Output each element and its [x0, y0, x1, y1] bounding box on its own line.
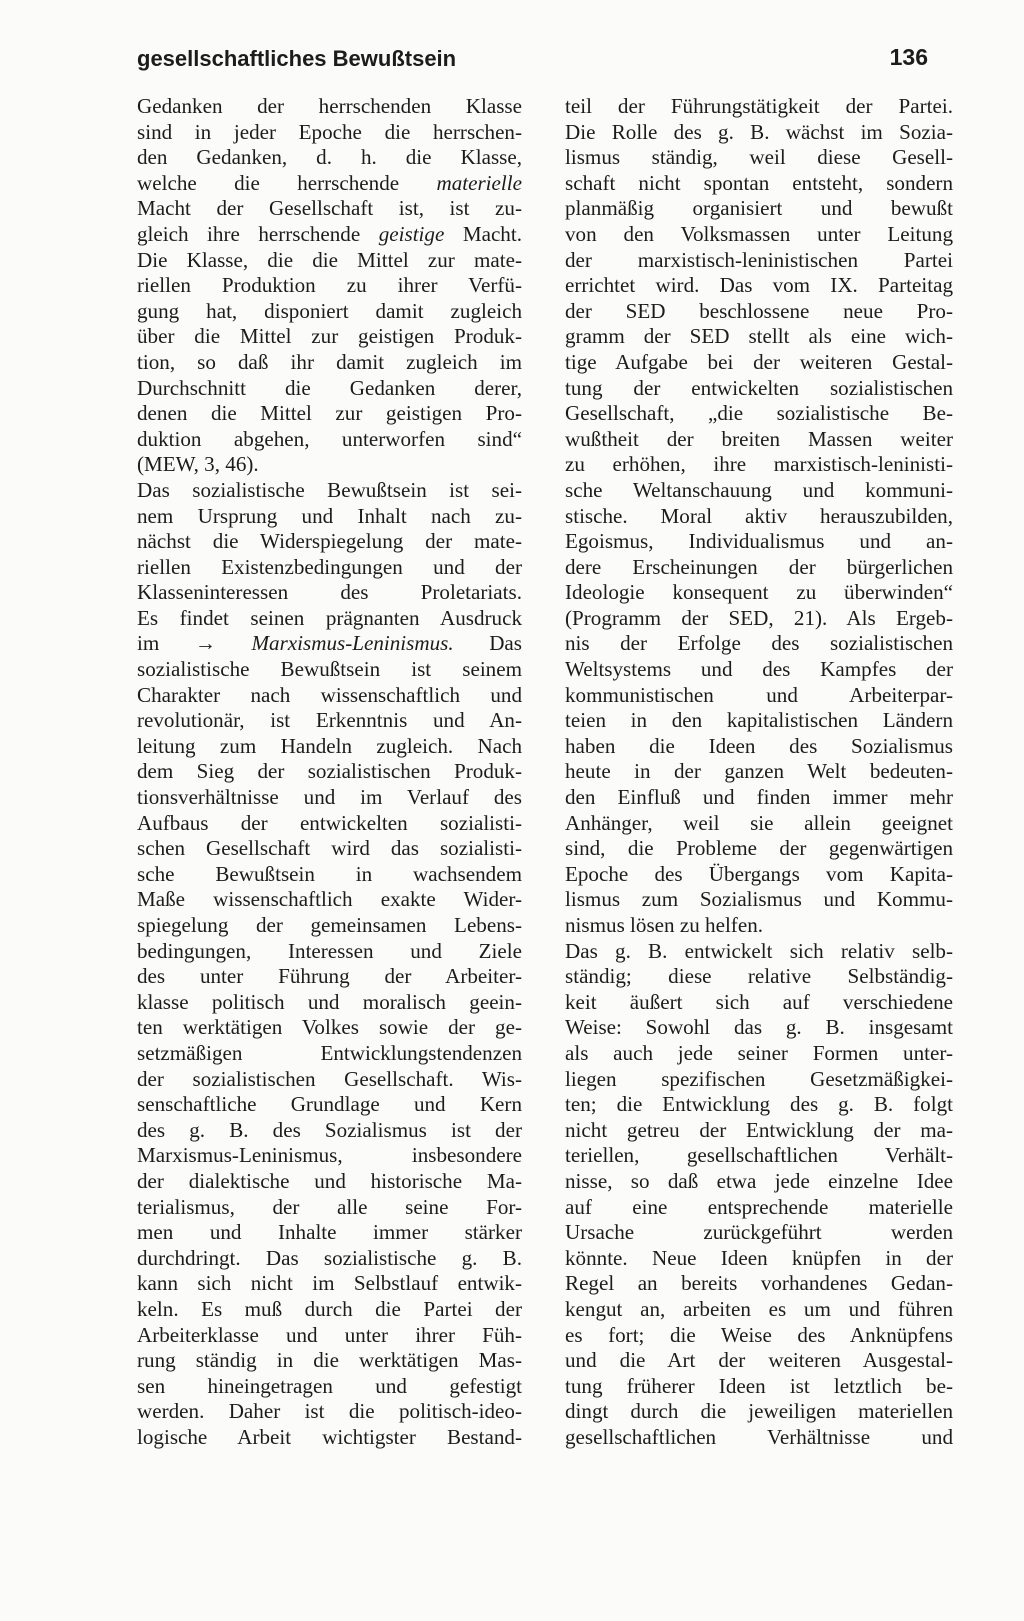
- text-line: ten; die Entwicklung des g. B. folgt: [565, 1092, 953, 1117]
- text-line: nismus lösen zu helfen.: [565, 913, 764, 937]
- text-line: stische. Moral aktiv herauszubilden,: [565, 503, 953, 528]
- text-line: Charakter nach wissenschaftlich und: [137, 682, 522, 707]
- text-line: bedingungen, Interessen und Ziele: [137, 938, 522, 963]
- left-column: [137, 94, 522, 1450]
- text-line: riellen Produktion zu ihrer Verfü-: [137, 273, 522, 298]
- text-line: Aufbaus der entwickelten sozialisti-: [137, 810, 522, 835]
- text-line: auf eine entsprechende materielle: [565, 1194, 953, 1219]
- text-line: schaft nicht spontan entsteht, sondern: [565, 170, 953, 195]
- text-line: dere Erscheinungen der bürgerlichen: [565, 554, 953, 579]
- text-line: Es findet seinen prägnanten Ausdruck: [137, 605, 522, 630]
- text-line: durchdringt. Das sozialistische g. B.: [137, 1245, 522, 1270]
- header-keyword: gesellschaftliches Bewußtsein: [137, 46, 457, 71]
- text-line: nisse, so daß etwa jede einzelne Idee: [565, 1168, 953, 1193]
- text-line: heute in der ganzen Welt bedeuten-: [565, 759, 953, 784]
- text-line: gesellschaftlichen Verhältnisse und: [565, 1424, 953, 1449]
- text-line: dem Sieg der sozialistischen Produk-: [137, 759, 522, 784]
- text-line: den Gedanken, d. h. die Klasse,: [137, 145, 522, 170]
- text-line: des g. B. des Sozialismus ist der: [137, 1117, 522, 1142]
- text-line: setzmäßigen Entwicklungstendenzen: [137, 1040, 522, 1065]
- text-line: Gesellschaft, „die sozialistische Be-: [565, 401, 953, 426]
- text-line: werden. Daher ist die politisch-ideo-: [137, 1399, 522, 1424]
- text-line: nicht getreu der Entwicklung der ma-: [565, 1117, 953, 1142]
- text-line: ständig; diese relative Selbständig-: [565, 964, 953, 989]
- text-line: sche Bewußtsein in wachsendem: [137, 861, 522, 886]
- text-line: zu erhöhen, ihre marxistisch-leninisti-: [565, 452, 953, 477]
- text-line: des unter Führung der Arbeiter-: [137, 964, 522, 989]
- text-line: Regel an bereits vorhandenes Gedan-: [565, 1271, 953, 1296]
- text-line: Klasseninteressen des Proletariats.: [137, 580, 522, 605]
- text-line: Ideologie konsequent zu überwinden“: [565, 580, 953, 605]
- text-line: Weltsystems und des Kampfes der: [565, 657, 953, 682]
- text-line: Arbeiterklasse und unter ihrer Füh-: [137, 1322, 522, 1347]
- text-line: revolutionär, ist Erkenntnis und An-: [137, 708, 522, 733]
- text-line: welche die herrschende materielle: [137, 170, 522, 195]
- text-line: es fort; die Weise des Anknüpfens: [565, 1322, 953, 1347]
- page-number: 136: [889, 44, 928, 70]
- text-line: duktion abgehen, unterworfen sind“: [137, 426, 522, 451]
- text-line: (Programm der SED, 21). Als Ergeb-: [565, 605, 953, 630]
- text-line: als auch jede seiner Formen unter-: [565, 1040, 953, 1065]
- text-line: Marxismus-Leninismus, insbesondere: [137, 1143, 522, 1168]
- text-line: nem Ursprung und Inhalt nach zu-: [137, 503, 522, 528]
- text-line: riellen Existenzbedingungen und der: [137, 554, 522, 579]
- text-line: senschaftliche Grundlage und Kern: [137, 1092, 522, 1117]
- text-line: errichtet wird. Das vom IX. Parteitag: [565, 273, 953, 298]
- text-line: im → Marxismus-Leninismus. Das: [137, 631, 522, 656]
- text-line: terialismus, der alle seine For-: [137, 1194, 522, 1219]
- text-line: könnte. Neue Ideen knüpfen in der: [565, 1245, 953, 1270]
- text-line: der dialektische und historische Ma-: [137, 1168, 522, 1193]
- text-line: der sozialistischen Gesellschaft. Wis-: [137, 1066, 522, 1091]
- text-line: den Einfluß und finden immer mehr: [565, 785, 953, 810]
- text-line: tige Aufgabe bei der weiteren Gestal-: [565, 349, 953, 374]
- text-line: rung ständig in die werktätigen Mas-: [137, 1348, 522, 1373]
- text-line: der marxistisch-leninistischen Partei: [565, 247, 953, 272]
- text-line: Egoismus, Individualismus und an-: [565, 529, 953, 554]
- text-line: logische Arbeit wichtigster Bestand-: [137, 1424, 522, 1449]
- text-line: nis der Erfolge des sozialistischen: [565, 631, 953, 656]
- text-line: keit äußert sich auf verschiedene: [565, 989, 953, 1014]
- text-line: gramm der SED stellt als eine wich-: [565, 324, 953, 349]
- text-line: nächst die Widerspiegelung der mate-: [137, 529, 522, 554]
- text-line: Gedanken der herrschenden Klasse: [137, 94, 522, 118]
- text-line: von den Volksmassen unter Leitung: [565, 221, 953, 246]
- text-line: tionsverhältnisse und im Verlauf des: [137, 785, 522, 810]
- text-line: Macht der Gesellschaft ist, ist zu-: [137, 196, 522, 221]
- text-line: tung früherer Ideen ist letztlich be-: [565, 1373, 953, 1398]
- text-line: schen Gesellschaft wird das sozialisti-: [137, 836, 522, 861]
- text-line: und die Art der weiteren Ausgestal-: [565, 1348, 953, 1373]
- text-line: lismus zum Sozialismus und Kommu-: [565, 887, 953, 912]
- text-line: teriellen, gesellschaftlichen Verhält-: [565, 1143, 953, 1168]
- text-line: men und Inhalte immer stärker: [137, 1220, 522, 1245]
- text-line: Weise: Sowohl das g. B. insgesamt: [565, 1015, 953, 1040]
- running-header: [137, 42, 954, 82]
- text-line: Ursache zurückgeführt werden: [565, 1220, 953, 1245]
- text-line: leitung zum Handeln zugleich. Nach: [137, 733, 522, 758]
- text-line: sen hineingetragen und gefestigt: [137, 1373, 522, 1398]
- text-line: sche Weltanschauung und kommuni-: [565, 477, 953, 502]
- text-line: sind in jeder Epoche die herrschen-: [137, 119, 522, 144]
- text-line: spiegelung der gemeinsamen Lebens-: [137, 913, 522, 937]
- text-line: Maße wissenschaftlich exakte Wider-: [137, 887, 522, 912]
- text-line: Die Klasse, die die Mittel zur mate-: [137, 247, 522, 272]
- text-line: kengut an, arbeiten es um und führen: [565, 1296, 953, 1321]
- text-line: denen die Mittel zur geistigen Pro-: [137, 401, 522, 426]
- text-line: gung hat, disponiert damit zugleich: [137, 298, 522, 323]
- text-line: Die Rolle des g. B. wächst im Sozia-: [565, 119, 953, 144]
- text-line: sind, die Probleme der gegenwärtigen: [565, 836, 953, 861]
- text-line: lismus ständig, weil diese Gesell-: [565, 145, 953, 170]
- text-line: tung der entwickelten sozialistischen: [565, 375, 953, 400]
- text-line: über die Mittel zur geistigen Produk-: [137, 324, 522, 349]
- text-line: keln. Es muß durch die Partei der: [137, 1296, 522, 1321]
- text-line: haben die Ideen des Sozialismus: [565, 733, 953, 758]
- text-line: (MEW, 3, 46).: [137, 452, 259, 477]
- text-line: der SED beschlossene neue Pro-: [565, 298, 953, 323]
- text-line: Epoche des Übergangs vom Kapita-: [565, 861, 953, 886]
- text-line: kommunistischen und Arbeiterpar-: [565, 682, 953, 707]
- text-line: ten werktätigen Volkes sowie der ge-: [137, 1015, 522, 1040]
- text-line: tion, so daß ihr damit zugleich im: [137, 349, 522, 374]
- text-line: Das g. B. entwickelt sich relativ selb-: [565, 938, 953, 963]
- text-line: Durchschnitt die Gedanken derer,: [137, 375, 522, 400]
- text-line: Das sozialistische Bewußtsein ist sei-: [137, 477, 522, 502]
- text-line: planmäßig organisiert und bewußt: [565, 196, 953, 221]
- text-line: dingt durch die jeweiligen materiellen: [565, 1399, 953, 1424]
- text-line: teil der Führungstätigkeit der Partei.: [565, 94, 953, 118]
- right-column: [565, 94, 953, 1450]
- text-line: Anhänger, weil sie allein geeignet: [565, 810, 953, 835]
- text-line: sozialistische Bewußtsein ist seinem: [137, 657, 522, 682]
- text-line: wußtheit der breiten Massen weiter: [565, 426, 953, 451]
- text-line: liegen spezifischen Gesetzmäßigkei-: [565, 1066, 953, 1091]
- text-line: gleich ihre herrschende geistige Macht.: [137, 221, 522, 246]
- text-line: kann sich nicht im Selbstlauf entwik-: [137, 1271, 522, 1296]
- text-line: teien in den kapitalistischen Ländern: [565, 708, 953, 733]
- text-line: klasse politisch und moralisch geein-: [137, 989, 522, 1014]
